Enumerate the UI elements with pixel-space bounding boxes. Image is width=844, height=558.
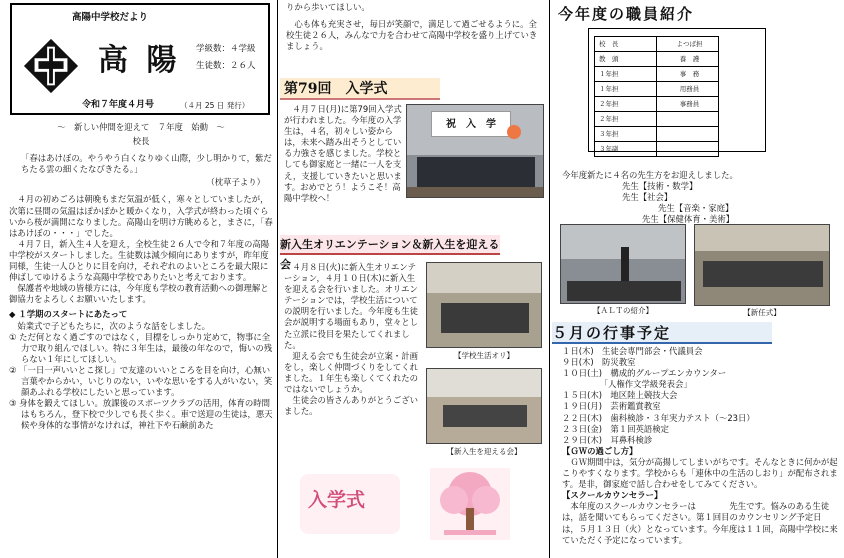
gw-heading: 【ＧＷの過ごし方】 <box>562 445 638 456</box>
masthead <box>10 3 270 115</box>
staff-role-cell: 校 長 <box>595 37 657 52</box>
event-item: １０日(土) 構成的グループエンカウンター <box>562 368 727 379</box>
school-news-label: 高陽中学校だより <box>72 12 149 23</box>
staff-table-row <box>595 97 719 112</box>
orientation-caption: 【学校生活オリ】 <box>454 351 514 360</box>
welcome-party-caption: 【新入生を迎える会】 <box>446 447 522 456</box>
paragraph: ４月７日(月)に第79回入学式が行われました。今年度の入学生は，４名，初々しい姿からは，未来へ踏み出そうとしている力強さを感じました。学校としても御家庭と一緒に一人を支え，支援していきたいと思います。おめでとう！ようこそ！高陽中学校へ！ <box>284 104 402 203</box>
staff-role-cell-right: 用務員 <box>657 82 719 97</box>
counselor-text: 本年度のスクールカウンセラーは 先生です。悩みのある生徒は，話を聞いてもらってください。第１回目のカウンセリング予定日は，５月１３日（火）となっています。今年度は１１回，高陽中学校に来ていただく予定になっています。 <box>562 501 838 545</box>
teacher-item: 先生【社会】 <box>622 192 673 203</box>
issue-label: 令和７年度４月号 <box>82 100 155 110</box>
student-count: 生徒数：２６人 <box>196 61 256 71</box>
paragraph: 保護者や地域の皆様方には，今年度も学校の教育活動への御理解と御協力をよろしくお願いいたします。 <box>9 283 269 305</box>
teacher-item: 先生【音楽・家庭】 <box>658 203 734 214</box>
staff-role-cell: ２年担 <box>595 112 657 127</box>
teacher-item: 先生【技術・数学】 <box>622 181 698 192</box>
may-events <box>562 346 838 546</box>
issue-date: （４月 25 日 発行） <box>180 101 250 110</box>
ceremony-sign: 祝 入 学 <box>431 111 511 137</box>
staff-table-row <box>595 52 719 67</box>
welcome-party-photo <box>426 368 542 444</box>
section-heading: ◆ １学期のスタートにあたって <box>9 309 128 320</box>
newsletter-title: 高 陽 <box>98 43 181 78</box>
staff-table <box>594 36 719 157</box>
school-stats <box>196 41 256 75</box>
paragraph: ４月８日(火)に新入生オリエンテーション，４月１０日(木)に新入生を迎える会を行いました。オリエンテーションでは，学校生活についての説明を行いました。今年度も生徒会が説明する場面もあり，堂々とした立派に役目を果たしてくれました。 <box>284 262 418 350</box>
message-author: 校長 <box>132 136 150 147</box>
new-staff-caption: 【新任式】 <box>743 308 781 317</box>
staff-role-cell-right: 事 務 <box>657 67 719 82</box>
staff-role-cell-right <box>657 142 719 157</box>
event-item: 「人権作文学級発表会」 <box>562 379 692 390</box>
paragraph: りから歩いてほしい。 <box>286 2 370 12</box>
new-teachers-intro: 今年度新たに４名の先生方をお迎えしました。 <box>562 170 738 180</box>
new-teachers <box>562 170 832 225</box>
staff-table-row <box>595 82 719 97</box>
staff-role-cell: １年担 <box>595 67 657 82</box>
staff-role-cell-right: よつば担 <box>657 37 719 52</box>
continued-text <box>286 2 542 52</box>
staff-role-cell: ３年副 <box>595 142 657 157</box>
list-item: ② 「一日一声いいとこ探し」で友達のいいところを目を向け，心無い言葉やからかい，いじりのない，いやな思いをする人がいない，笑顔あふれる学校にしたいと思っています。 <box>9 364 273 398</box>
paragraph: 始業式で子どもたちに，次のような話をしました。 <box>17 320 211 331</box>
quote-source: （枕草子より） <box>206 177 265 188</box>
quote-text: 「春はあけぼの。やうやう白くなりゆく山際，少し明かりて，紫だちたる雲の細くたなびきたる。」 <box>21 153 272 175</box>
column-left <box>3 0 275 558</box>
entrance-ceremony-text <box>284 104 402 204</box>
staff-role-cell: ２年担 <box>595 97 657 112</box>
event-item: ２２日(木) 歯科検診・３年実力テスト（～23日） <box>562 412 755 423</box>
entrance-ceremony-photo <box>406 104 544 198</box>
event-item: １５日(木) 地区陸上競技大会 <box>562 390 678 401</box>
list-item: ③ 身体を鍛えてほしい。放課後のスポーツクラブの活用，体育の時間はもちろん，登下校で少しでも長く歩く。車で送迎の生徒は，悪天候や身体的な事情がなければ，神社下や石鹸前あた <box>9 398 273 431</box>
paragraph: 迎える会でも生徒会が立案・計画をし，楽しく仲間づくりをしてくれました。１年生も楽しくてくれたのではないでしょうか。 <box>284 350 419 395</box>
staff-role-cell-right <box>657 127 719 142</box>
event-item: ２３日(金) 第１回英語検定 <box>562 423 670 434</box>
paragraph: 生徒会の皆さんありがとうございました。 <box>284 395 419 417</box>
staff-table-row <box>595 127 719 142</box>
column-right <box>552 0 842 558</box>
staff-table-row <box>595 67 719 82</box>
event-item: １９日(月) 芸術鑑賞教室 <box>562 401 661 412</box>
new-staff-ceremony-photo <box>694 224 830 306</box>
events-list <box>562 346 838 446</box>
staff-table-row <box>595 142 719 157</box>
entrance-ceremony-illustration <box>300 474 400 534</box>
event-item: ２９日(木) 耳鼻科検診 <box>562 434 653 445</box>
orientation-text <box>284 262 422 417</box>
principal-message <box>9 122 273 431</box>
staff-role-cell-right <box>657 112 719 127</box>
staff-role-cell: ３年担 <box>595 127 657 142</box>
counselor-heading: 【スクールカウンセラー】 <box>562 490 663 501</box>
column-divider <box>549 0 550 558</box>
column-divider <box>277 0 278 558</box>
may-events-heading: ５月の行事予定 <box>552 322 772 344</box>
message-subtitle: ～ 新しい仲間を迎えて ７年度 始動 ～ <box>57 122 225 132</box>
gw-text: ＧＷ期間中は，気分が高揚してしまいがちです。そんなときに何かが起こりやすくなります。学校からも「連休中の生活のしおり」が配布されます。是非，御家庭で話し合わせをしてみてください。 <box>562 456 838 490</box>
staff-intro-heading: 今年度の職員紹介 <box>558 5 695 23</box>
paragraph: ４月の初めごろは朝晩もまだ気温が低く，寒々としていましたが，次第に昼間の気温はぽかぽかと暖かくなり，入学式が終わった頃ぐらいから桜が満開になりました。高陽山を明け方眺めると，まさに，「春はあけぼの・・・」でした。 <box>9 194 273 238</box>
class-count: 学級数：４学級 <box>196 44 256 54</box>
staff-table-row <box>595 112 719 127</box>
staff-role-cell: １年担 <box>595 82 657 97</box>
staff-role-cell: 教 頭 <box>595 52 657 67</box>
paragraph: 心も体も充実させ，毎日が笑顔で，満足して過ごせるように。全校生徒２６人，みんなで力を合わせて高陽中学校を盛り上げていきましょう。 <box>286 19 538 52</box>
entrance-ceremony-heading: 第79回 入学式 <box>280 78 440 100</box>
orientation-photo <box>426 262 542 348</box>
alt-introduction-photo <box>560 224 686 304</box>
orientation-heading: 新入生オリエンテーション＆新入生を迎える会 <box>280 235 500 255</box>
alt-caption: 【ＡＬＴの紹介】 <box>593 306 653 315</box>
list-item: ① ただ何となく過ごすのではなく，目標をしっかり定めて，物事に全力で取り組んでほしい。特に３年生は，最後の年なので，悔いの残らない１年にしてほしい。 <box>9 331 273 364</box>
paragraph: ４月７日，新入生４人を迎え，全校生徒２６人で令和７年度の高陽中学校がスタートしました。生徒数は減少傾向にありますが，昨年度同様，生徒一人ひとりに目を向け，それぞれのよいところを最大限に伸ばしてゆけるような高陽中学校でありたいと考えております。 <box>9 238 270 283</box>
column-middle <box>280 0 548 558</box>
staff-table-row <box>595 37 719 52</box>
cherry-tree-icon <box>430 468 510 540</box>
illustration-label: 入学式 <box>308 489 366 511</box>
event-item: １日(木) 生徒会専門部会・代議員会 <box>562 346 703 356</box>
teacher-item: 先生【保健体育・美術】 <box>642 214 735 225</box>
school-emblem-icon <box>22 37 80 95</box>
event-item: ９日(木) 防災教室 <box>562 357 636 368</box>
staff-role-cell-right: 養 護 <box>657 52 719 67</box>
staff-role-cell-right: 事務員 <box>657 97 719 112</box>
